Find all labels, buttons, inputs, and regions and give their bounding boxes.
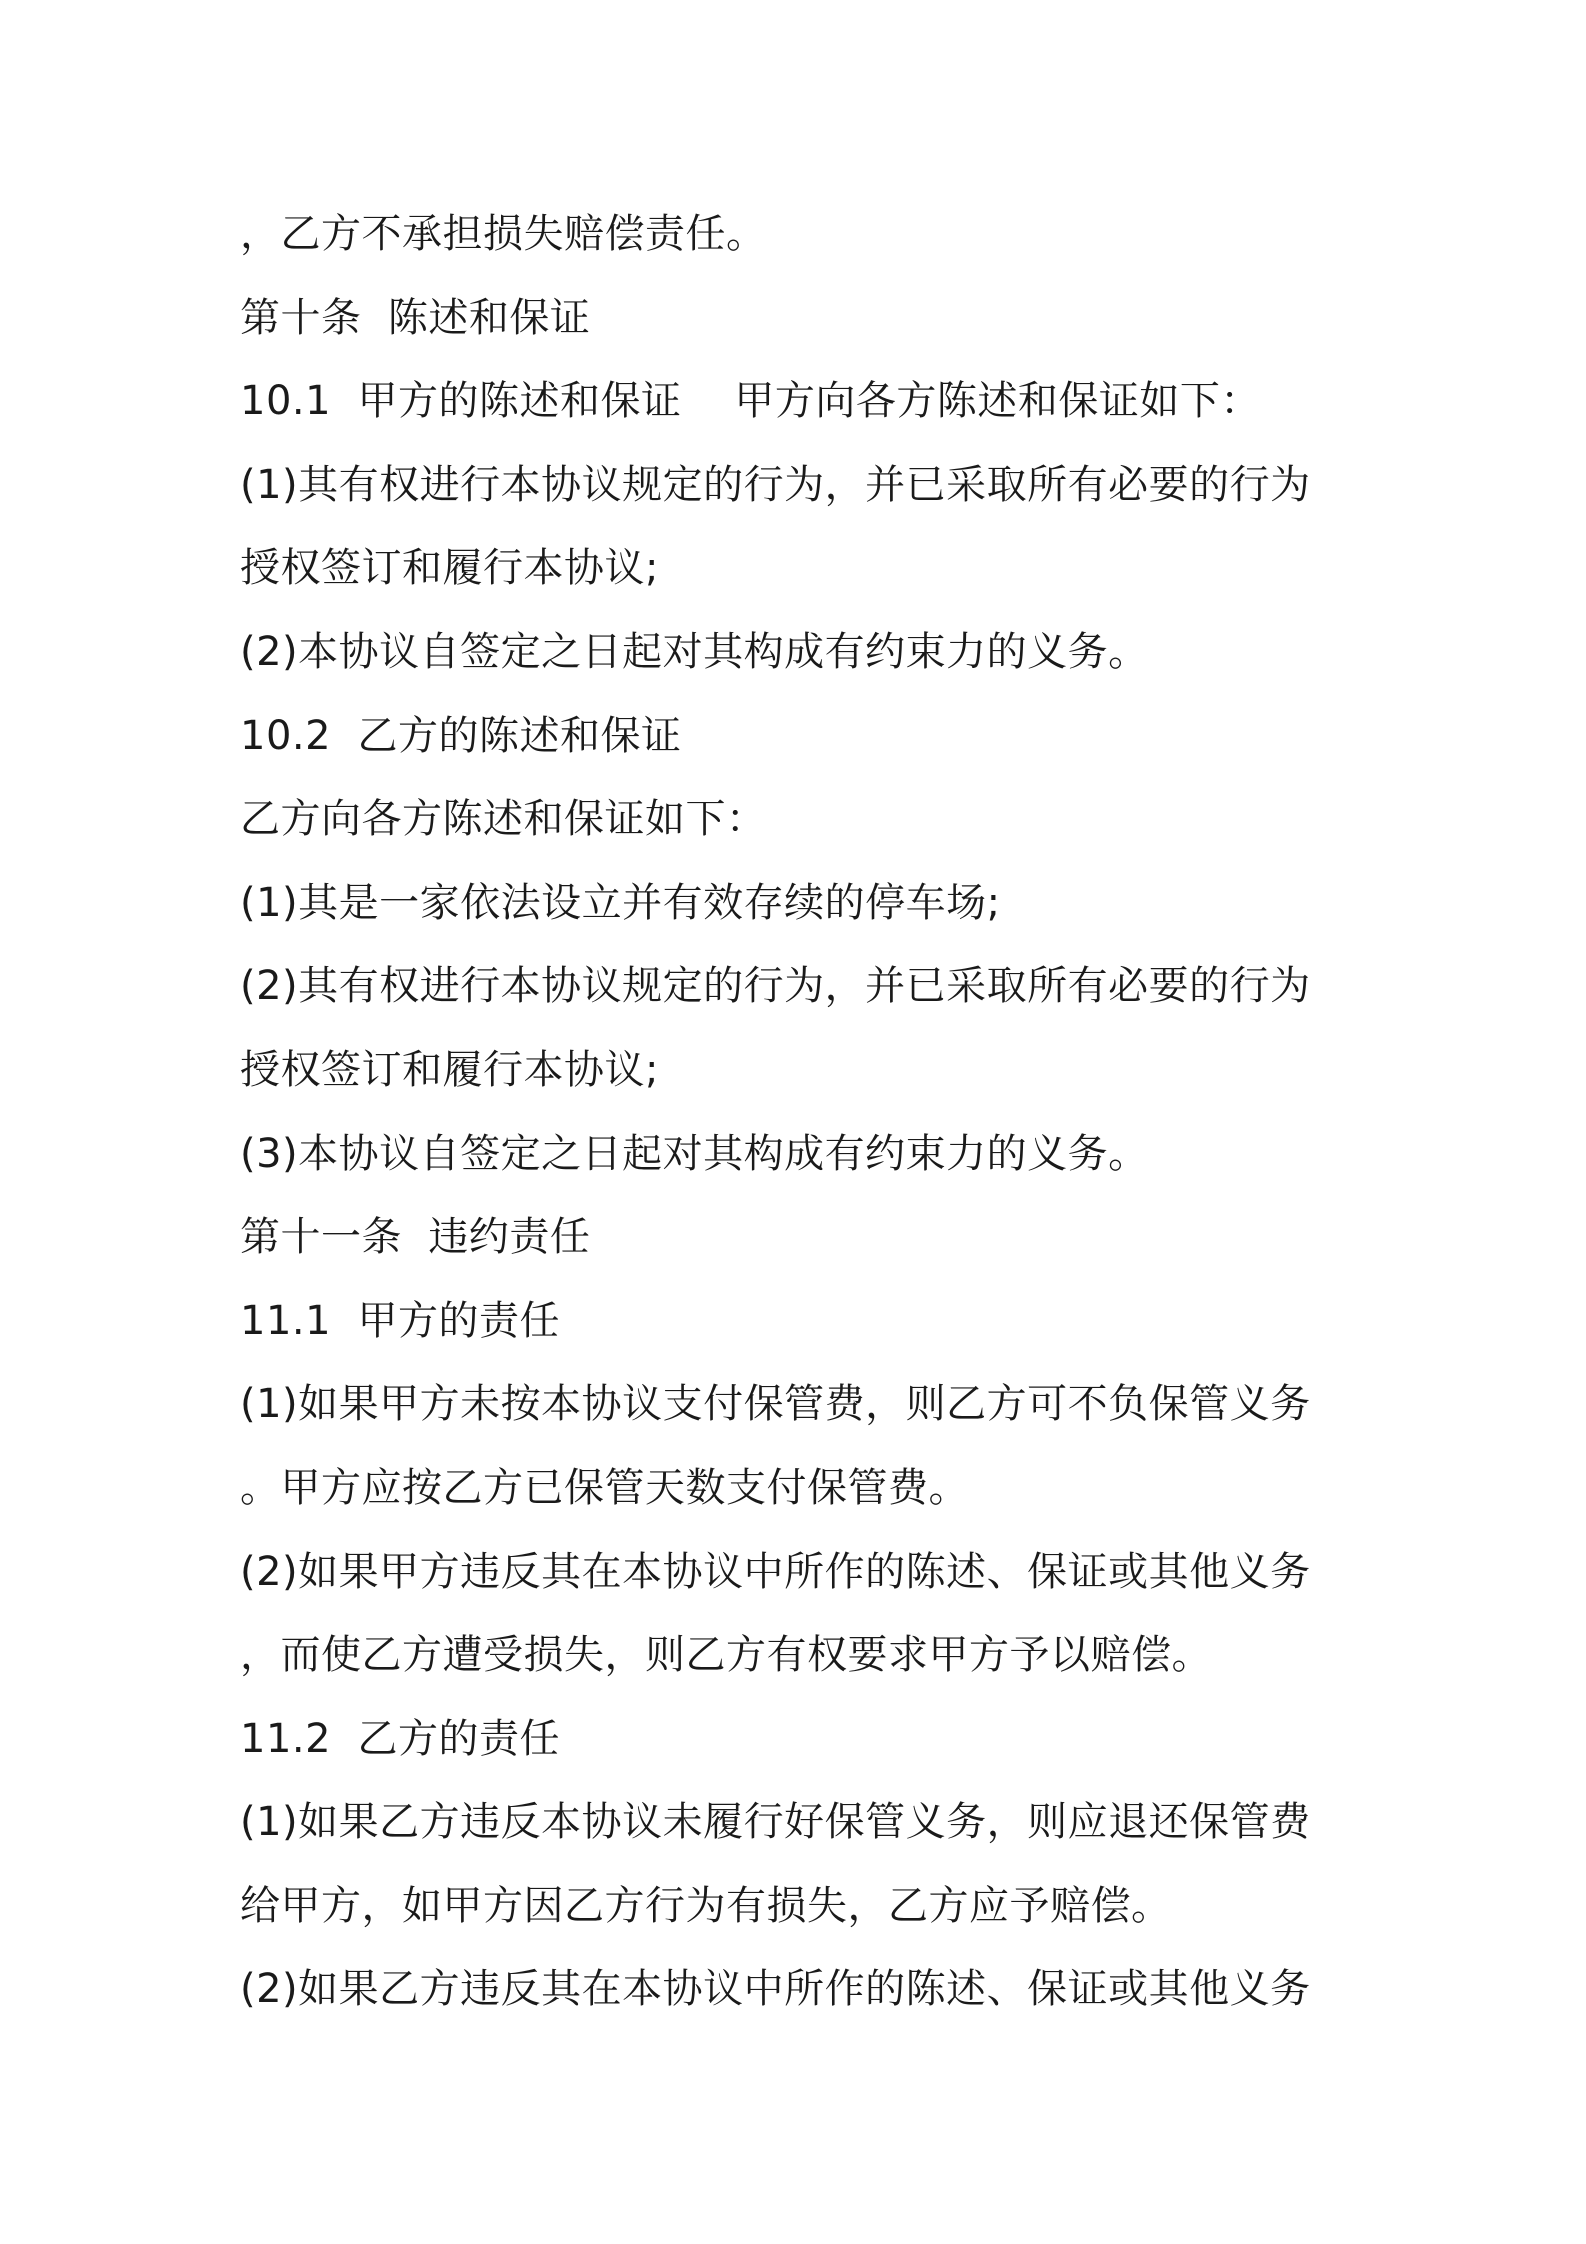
document-body [240, 193, 1380, 2032]
text-line: 授权签订和履行本协议; [240, 1046, 659, 1093]
text-line: (2)如果甲方违反其在本协议中所作的陈述、保证或其他义务 [240, 1548, 1311, 1595]
text-line: 给甲方，如甲方因乙方行为有损失，乙方应予赔偿。 [240, 1882, 1172, 1929]
text-line: 授权签订和履行本协议; [240, 545, 659, 592]
article-10-heading: 第十条 陈述和保证 [240, 294, 591, 341]
text-line: (2)如果乙方违反其在本协议中所作的陈述、保证或其他义务 [240, 1966, 1311, 2013]
article-11-heading: 第十一条 违约责任 [240, 1214, 591, 1261]
text-line: (1)其有权进行本协议规定的行为，并已采取所有必要的行为 [240, 461, 1311, 508]
text-line: 。甲方应按乙方已保管天数支付保管费。 [240, 1464, 969, 1511]
text-line: (1)其是一家依法设立并有效存续的停车场; [240, 879, 1001, 926]
text-line: (2)其有权进行本协议规定的行为，并已采取所有必要的行为 [240, 963, 1311, 1010]
text-line: 乙方向各方陈述和保证如下： [240, 796, 767, 843]
text-line: ，而使乙方遭受损失，则乙方有权要求甲方予以赔偿。 [240, 1632, 1212, 1679]
text-line: (3)本协议自签定之日起对其构成有约束力的义务。 [240, 1130, 1149, 1177]
section-11-2-heading: 11.2 乙方的责任 [240, 1715, 560, 1762]
section-11-1-heading: 11.1 甲方的责任 [240, 1297, 560, 1344]
text-line: (1)如果乙方违反本协议未履行好保管义务，则应退还保管费 [240, 1799, 1311, 1846]
text-line-continuation: ，乙方不承担损失赔偿责任。 [240, 211, 767, 257]
text-line: (2)本协议自签定之日起对其构成有约束力的义务。 [240, 628, 1149, 675]
section-10-2-heading: 10.2 乙方的陈述和保证 [240, 712, 682, 759]
text-line: (1)如果甲方未按本协议支付保管费，则乙方可不负保管义务 [240, 1381, 1311, 1428]
section-10-1-heading: 10.1 甲方的陈述和保证 甲方向各方陈述和保证如下： [240, 378, 1261, 425]
